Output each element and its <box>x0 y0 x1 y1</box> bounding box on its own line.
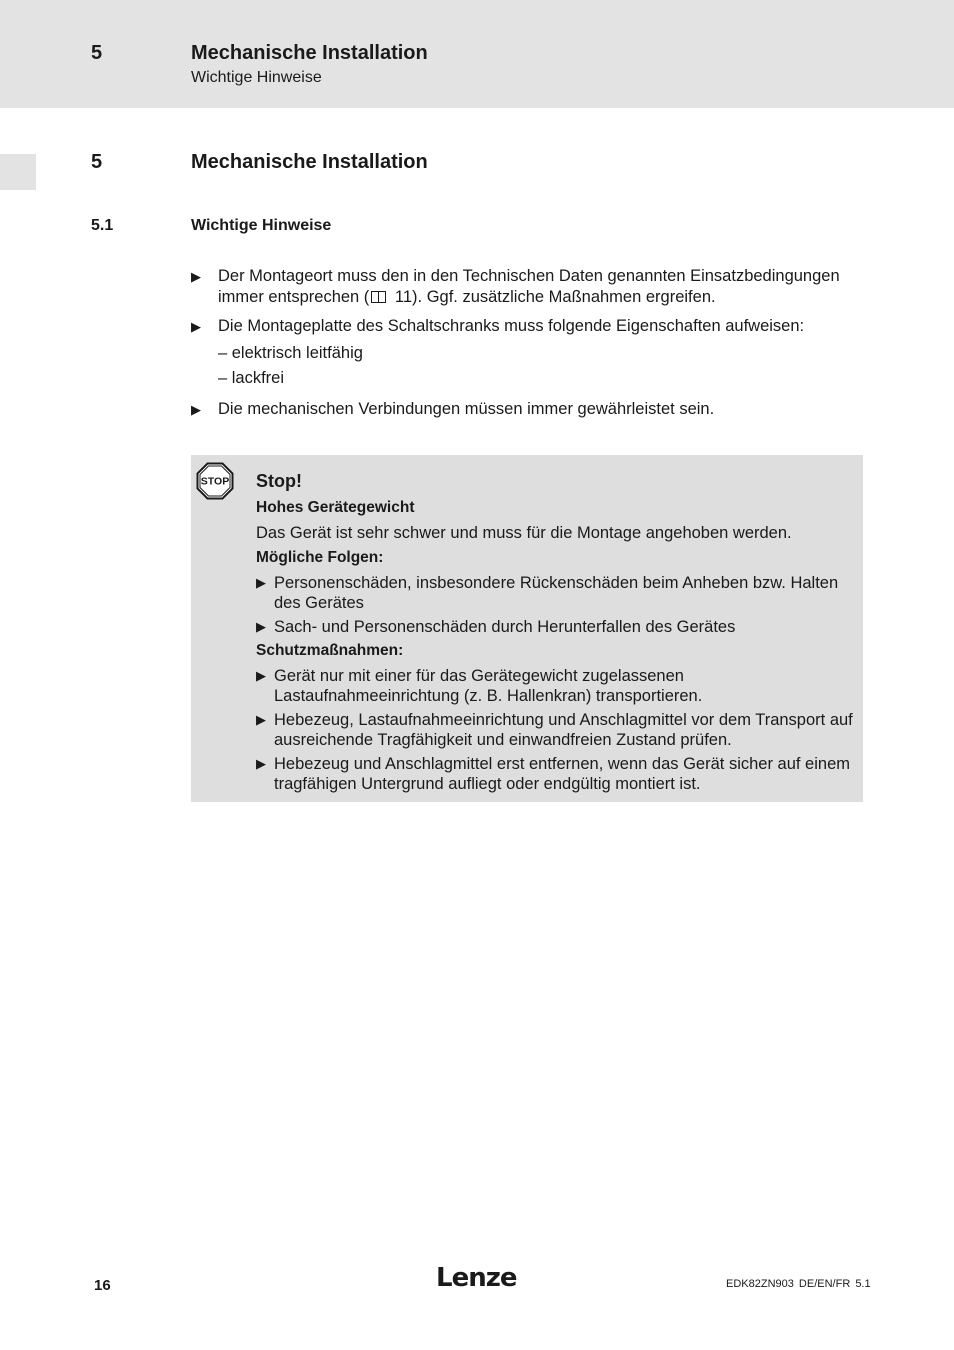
bullet-text: Die Montageplatte des Schaltschranks muss folgende Eigenschaften aufweisen: <box>218 317 805 335</box>
bullet-triangle-icon <box>191 266 201 287</box>
sub-item: – elektrisch leitfähig <box>218 344 363 362</box>
book-reference-icon <box>371 291 386 303</box>
header-chapter-title: Mechanische Installation <box>191 42 428 64</box>
chapter-tab-marker <box>0 154 36 190</box>
consequence-text: Personenschäden, insbesondere Rückenschäden beim Anheben bzw. Halten des Gerätes <box>274 574 839 612</box>
section-number: 5 <box>91 151 103 173</box>
consequences-list <box>256 573 856 637</box>
list-item <box>256 666 856 706</box>
bullet-triangle-icon <box>256 573 266 593</box>
subsection-number: 5.1 <box>91 217 114 234</box>
bullet-triangle-icon <box>191 399 201 420</box>
measure-text: Gerät nur mit einer für das Gerätegewicht zugelassenen Lastaufnahmeeinrichtung (z. B. Hallenkran) transportieren. <box>274 667 703 705</box>
consequence-text: Sach- und Personenschäden durch Herunterfallen des Gerätes <box>274 618 736 636</box>
stop-description: Das Gerät ist sehr schwer und muss für die Montage angehoben werden. <box>256 524 792 542</box>
bullet-triangle-icon <box>256 617 266 637</box>
stop-sign-icon <box>196 462 234 500</box>
bullet-triangle-icon <box>191 316 201 337</box>
list-item <box>191 316 871 391</box>
stop-title: Stop! <box>256 471 302 491</box>
header-chapter-number: 5 <box>91 42 103 64</box>
header-subtitle: Wichtige Hinweise <box>191 69 322 86</box>
measures-list <box>256 666 856 794</box>
sub-item: – lackfrei <box>218 369 285 387</box>
bullet-triangle-icon <box>256 754 266 774</box>
list-item <box>191 399 871 420</box>
bullet-triangle-icon <box>256 710 266 730</box>
stop-heading: Hohes Gerätegewicht <box>256 499 415 516</box>
measures-heading: Schutzmaßnahmen: <box>256 642 404 659</box>
section-title: Mechanische Installation <box>191 151 428 173</box>
list-item <box>256 617 856 637</box>
bullet-triangle-icon <box>256 666 266 686</box>
bullet-text: Der Montageort muss den in den Technischen Daten genannten Einsatzbedingungen immer entsprechen ( <box>218 267 840 306</box>
document-id: EDK82ZN903 DE/EN/FR 5.1 <box>726 1278 871 1290</box>
measure-text: Hebezeug, Lastaufnahmeeinrichtung und Anschlagmittel vor dem Transport auf ausreichende Tragfähigkeit und einwandfreien Zustand prüfen. <box>274 711 853 749</box>
stop-sign-label: STOP <box>200 475 230 488</box>
installation-notes-list <box>191 266 871 428</box>
measure-text: Hebezeug und Anschlagmittel erst entfernen, wenn das Gerät sicher auf einem tragfähigen Untergrund aufliegt oder endgültig montiert ist. <box>274 755 851 793</box>
list-item <box>256 754 856 794</box>
consequences-heading: Mögliche Folgen: <box>256 549 384 566</box>
list-item <box>256 710 856 750</box>
bullet-text-continued: 11). Ggf. zusätzliche Maßnahmen ergreifen. <box>390 288 716 306</box>
stop-content <box>256 471 856 798</box>
bullet-text: Die mechanischen Verbindungen müssen immer gewährleistet sein. <box>218 400 715 418</box>
stop-warning-box <box>191 455 863 802</box>
header-band <box>0 0 954 108</box>
list-item <box>256 573 856 613</box>
page-number: 16 <box>94 1277 111 1294</box>
subsection-title: Wichtige Hinweise <box>191 217 332 234</box>
lenze-logo: Lenze <box>436 1263 517 1293</box>
list-item <box>191 266 871 308</box>
